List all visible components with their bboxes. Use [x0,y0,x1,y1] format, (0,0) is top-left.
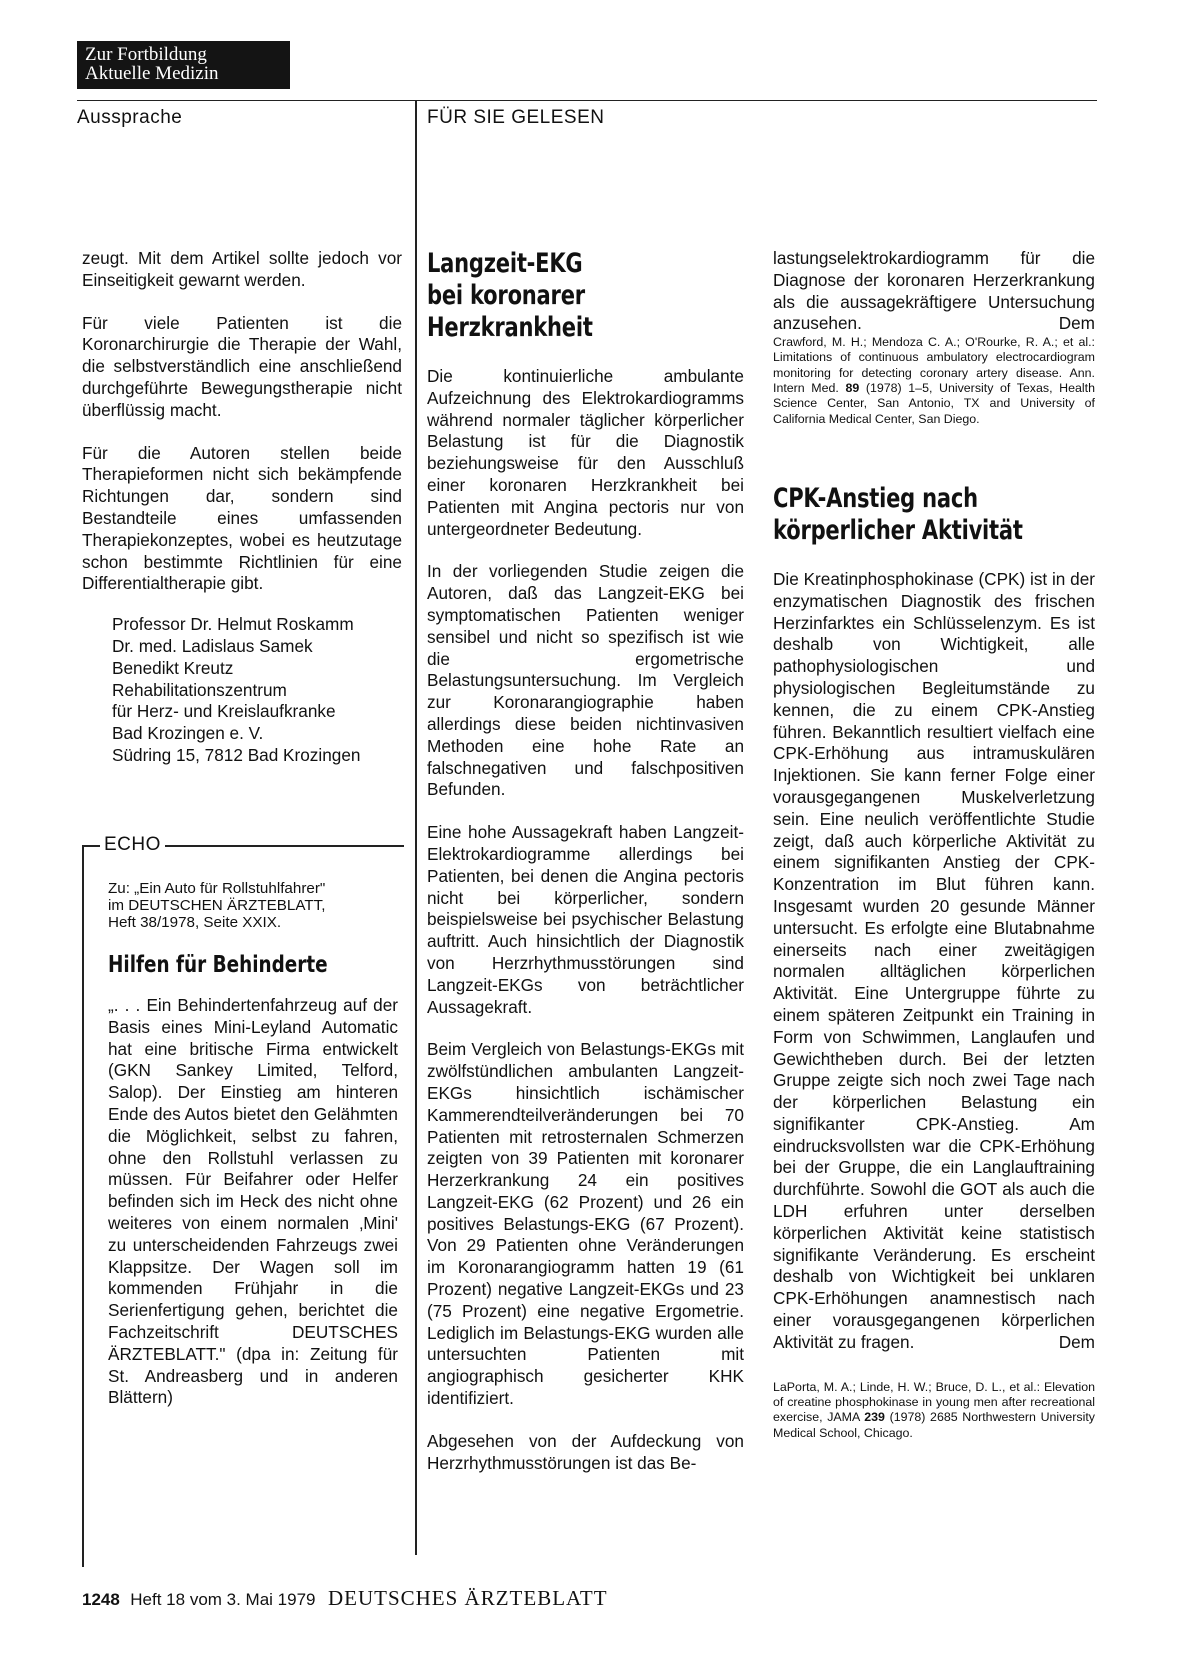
title-line: bei koronarer [427,280,585,311]
echo-text: „. . . Ein Behindertenfahrzeug auf der Basis eines Mini-Leyland Automatic hat eine britische Firma entwickelt (GKN Sankey Limited, Telford, Salop). Der Einstieg am hinteren Ende des Autos bietet den Gelähmten die Möglichkeit, selbst zu fahren, ohne den Rollstuhl verlassen zu müssen. Für Beifahrer oder Helfer befinden sich im Heck des nicht ohne weiteres von einem normalen ‚Mini' zu unterscheidenden Fahrzeugs zwei Klappsitze. Der Wagen soll im kommenden Frühjahr in die Serienfertigung gehen, berichtet die Fachzeitschrift DEUTSCHES ÄRZTEBLATT." (dpa in: Zeitung für St. Andreasberg und in anderen Blättern) [108,995,398,1408]
rubric-box [77,41,290,89]
echo-intro-line: Zu: „Ein Auto für Rollstuhlfahrer" [108,880,326,897]
signature-line: Rehabilitationszentrum [112,679,287,700]
title-line: CPK-Anstieg nach [773,482,978,514]
author-initials: Dem [1058,313,1095,334]
top-rule [77,100,1097,101]
echo-title: Hilfen für Behinderte [108,952,328,978]
paragraph: Für viele Patienten ist die Koronarchirurgie die Therapie der Wahl, die selbstverständlich eine anschließend durchgeführte Bewegungstherapie nicht überflüssig macht. [82,312,402,420]
reference-text: (1978) 2685 Northwestern University Medical School, Chicago. [773,1410,1095,1440]
paragraph: In der vorliegenden Studie zeigen die Autoren, daß das Langzeit-EKG bei symptomatischen Patienten weniger sensibel und nicht so spezifisch ist wie die ergometrische Belastungsuntersuchung. Im Vergleich zur Koronarangiographie haben allerdings diese beiden nichtinvasiven Methoden eine hohe Rate an falschnegativen und falschpositiven Befunden. [427,561,744,800]
issue-info: Heft 18 vom 3. Mai 1979 [130,1590,316,1609]
signature-line: Professor Dr. Helmut Roskamm [112,614,354,635]
page-number: 1248 [82,1590,120,1609]
page-footer [82,1586,608,1611]
echo-intro-line: Heft 38/1978, Seite XXIX. [108,914,282,931]
paragraph: Abgesehen von der Aufdeckung von Herzrhythmusstörungen ist das Be- [427,1430,744,1473]
column-aussprache [82,248,402,767]
reference [773,1380,1095,1441]
echo-content [108,880,398,1430]
signature-line: Dr. med. Ladislaus Samek [112,635,313,656]
reference-text: Crawford, M. H.; Mendoza C. A.; O'Rourke, R. A.; et al.: Limitations of continuous ambulatory electrocardiogram monitoring for detecting coronary artery disease. Ann. Intern Med. [773,335,1095,396]
signature-line: Bad Krozingen e. V. [112,723,264,744]
reference [773,335,1095,427]
paragraph: Beim Vergleich von Belastungs-EKGs mit zwölfstündlichen ambulanten Langzeit-EKGs hinsichtlich ischämischer Kammerendteilveränderungen bei 70 Patienten mit retrosternalen Schmerzen zeigten von 39 Patienten mit koronarer Herzerkrankung 24 ein positives Langzeit-EKG (62 Prozent) und 26 ein positives Belastungs-EKG (67 Prozent). Von 29 Patienten ohne Veränderungen im Koronarangiogramm hatten 19 (61 Prozent) negative Langzeit-EKGs und 23 (75 Prozent) eine negative Ergometrie. Lediglich im Belastungs-EKG wurden alle untersuchten Patienten mit angiographisch gesicherter KHK identifiziert. [427,1039,744,1409]
title-line: Herzkrankheit [427,312,593,343]
signature-line: Benedikt Kreutz [112,657,234,678]
title-line: Langzeit-EKG [427,248,583,279]
reference-text: LaPorta, M. A.; Linde, H. W.; Bruce, D. L., et al.: Elevation of creatine phosphokinase in young men after recreational exercise, JAMA [773,1379,1095,1425]
journal-name: DEUTSCHES ÄRZTEBLATT [327,1586,608,1610]
section-label-fuer-sie-gelesen: FÜR SIE GELESEN [427,107,605,128]
signature-line: Südring 15, 7812 Bad Krozingen [112,744,361,765]
section-label-aussprache: Aussprache [77,107,183,128]
article-title [427,248,748,344]
reference-volume: 239 [864,1410,885,1425]
author-signature [82,614,402,767]
paragraph [773,569,1095,1354]
continuation-text: lastungselektrokardiogramm für die Diagnose der koronaren Herzerkrankung als die aussagekräftigere Untersuchung anzusehen. [773,248,1095,334]
signature-line: für Herz- und Kreislaufkranke [112,701,336,722]
column-3 [773,248,1095,1462]
reference-volume: 89 [845,381,860,396]
paragraph: zeugt. Mit dem Artikel sollte jedoch vor Einseitigkeit gewarnt werden. [82,248,402,290]
paragraph: Für die Autoren stellen beide Therapieformen nicht sich bekämpfende Richtungen dar, sondern sind Bestandteile eines umfassenden Therapiekonzeptes, wobei es heutzutage schon bestimmte Richtlinien für eine Differentialtherapie gibt. [82,442,402,594]
title-line: körperlicher Aktivität [773,514,1023,546]
paragraph-text: Die Kreatinphosphokinase (CPK) ist in der enzymatischen Diagnostik des frischen Herzinfarktes ein Schlüsselenzym. Es ist deshalb von Wichtigkeit, alle pathophysiologischen und physiologischen Begleitumstände zu kennen, die zu einem CPK-Anstieg führen. Bekanntlich resultiert vielfach eine CPK-Erhöhung aus intramuskulären Injektionen. Sie kann ferner Folge einer vorausgegangenen Muskelverletzung sein. Eine neulich veröffentlichte Studie zeigt, daß auch körperliche Aktivität zu einem signifikanten Anstieg der CPK-Konzentration im Blut führen kann. Insgesamt wurden 20 gesunde Männer untersucht. Es erfolgte eine Blutabnahme einerseits nach einer zweitägigen normalen alltäglichen körperlichen Aktivität. Eine Untergruppe führte zu einem späteren Zeitpunkt ein Training in Form von Schwimmen, Langlaufen und Gewichtheben durch. Bei der letzten Gruppe zeigte sich noch zwei Tage nach der körperlichen Belastung ein signifikanter CPK-Anstieg. Am eindrucksvollsten war die CPK-Erhöhung bei der Gruppe, die ein Langlauftraining durchführte. Sowohl die GOT als auch die LDH erfuhren unter derselben körperlichen Aktivität keine statistisch signifikante Veränderung. Es erscheint deshalb von Wichtigkeit bei unklaren CPK-Erhöhungen anamnestisch nach einer vorausgegangenen körperlichen Aktivität zu fragen. [773,568,1095,1352]
author-initials: Dem [1058,1331,1095,1352]
article-langzeit-ekg [427,248,744,1474]
paragraph: Die kontinuierliche ambulante Aufzeichnung des Elektrokardiogramms während normaler täglicher körperlicher Belastung ist für die Diagnostik beziehungsweise für den Ausschluß einer koronaren Herzkrankheit bei Patienten mit Angina pectoris nur von untergeordneter Bedeutung. [427,366,744,539]
column-divider [415,100,417,1555]
echo-intro-line: im DEUTSCHEN ÄRZTEBLATT, [108,897,326,914]
article-continuation [773,248,1095,335]
article-title [773,483,1100,547]
rubric-line-1: Zur Fortbildung [85,44,207,65]
echo-label: ECHO [100,834,165,856]
echo-intro [108,880,398,931]
paragraph: Eine hohe Aussagekraft haben Langzeit-Elektrokardiogramme allerdings bei Patienten, bei denen die Angina pectoris nicht bei körperlicher, sondern beispielsweise bei psychischer Belastung auftritt. Auch hinsichtlich der Diagnostik von Herzrhythmusstörungen sind Langzeit-EKGs von beträchtlicher Aussagekraft. [427,822,744,1017]
rubric-line-2: Aktuelle Medizin [85,63,219,84]
reference-text: (1978) 1–5, University of Texas, Health Science Center, San Antonio, TX and University of California Medical Center, San Diego. [773,381,1095,426]
